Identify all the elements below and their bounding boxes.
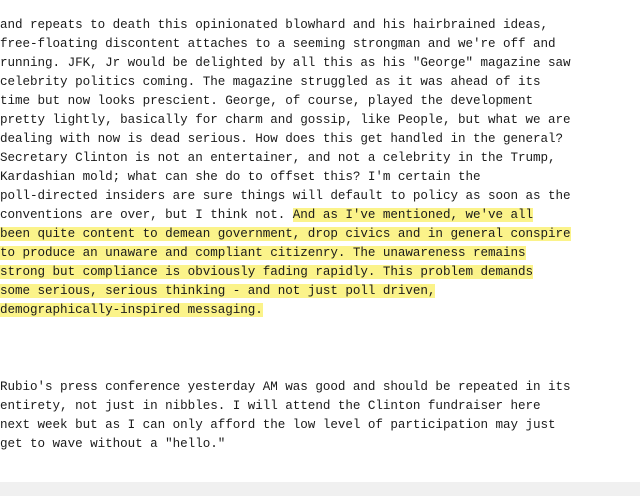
line-text: Secretary Clinton is not an entertainer, and not a celebrity in the Trump, (0, 151, 556, 165)
text-line (0, 35, 556, 54)
line-text: dealing with now is dead serious. How does this get handled in the general? (0, 132, 564, 146)
line-text: next week but as I can only afford the low level of participation may just (0, 418, 556, 432)
text-line (0, 111, 571, 130)
text-line (0, 206, 533, 225)
text-line (0, 282, 435, 301)
line-text: pretty lightly, basically for charm and gossip, like People, but what we are (0, 113, 571, 127)
line-text: Rubio's press conference yesterday AM was good and should be repeated in its (0, 380, 571, 394)
text-line (0, 435, 225, 454)
text-line (0, 244, 526, 263)
line-text: running. JFK, Jr would be delighted by all this as his "George" magazine saw (0, 56, 571, 70)
text-line (0, 416, 556, 435)
line-text: poll-directed insiders are sure things will default to policy as soon as the (0, 189, 571, 203)
line-text: Kardashian mold; what can she do to offset this? I'm certain the (0, 170, 481, 184)
text-line (0, 397, 541, 416)
text-line (0, 149, 556, 168)
highlighted-text: And as I've mentioned, we've all (292, 208, 534, 222)
line-text: free-floating discontent attaches to a seeming strongman and we're off and (0, 37, 556, 51)
highlighted-text: strong but compliance is obviously fading rapidly. This problem demands (0, 265, 534, 279)
highlighted-text: some serious, serious thinking - and not just poll driven, (0, 284, 436, 298)
line-text: time but now looks prescient. George, of course, played the development (0, 94, 534, 108)
line-text: conventions are over, but I think not. (0, 208, 293, 222)
highlighted-text: been quite content to demean government, drop civics and in general conspire (0, 227, 571, 241)
line-text: get to wave without a "hello." (0, 437, 226, 451)
text-line (0, 73, 541, 92)
text-line (0, 16, 548, 35)
highlighted-text: demographically-inspired messaging. (0, 303, 263, 317)
text-line (0, 225, 571, 244)
line-text: and repeats to death this opinionated blowhard and his hairbrained ideas, (0, 18, 549, 32)
text-line (0, 263, 533, 282)
text-line (0, 54, 571, 73)
text-line (0, 301, 263, 320)
text-line (0, 92, 533, 111)
bottom-bar (0, 482, 640, 496)
text-line (0, 168, 480, 187)
line-text: entirety, not just in nibbles. I will attend the Clinton fundraiser here (0, 399, 541, 413)
highlighted-text: to produce an unaware and compliant citizenry. The unawareness remains (0, 246, 526, 260)
text-line (0, 130, 563, 149)
text-line (0, 187, 571, 206)
line-text: celebrity politics coming. The magazine struggled as it was ahead of its (0, 75, 541, 89)
text-line (0, 378, 571, 397)
